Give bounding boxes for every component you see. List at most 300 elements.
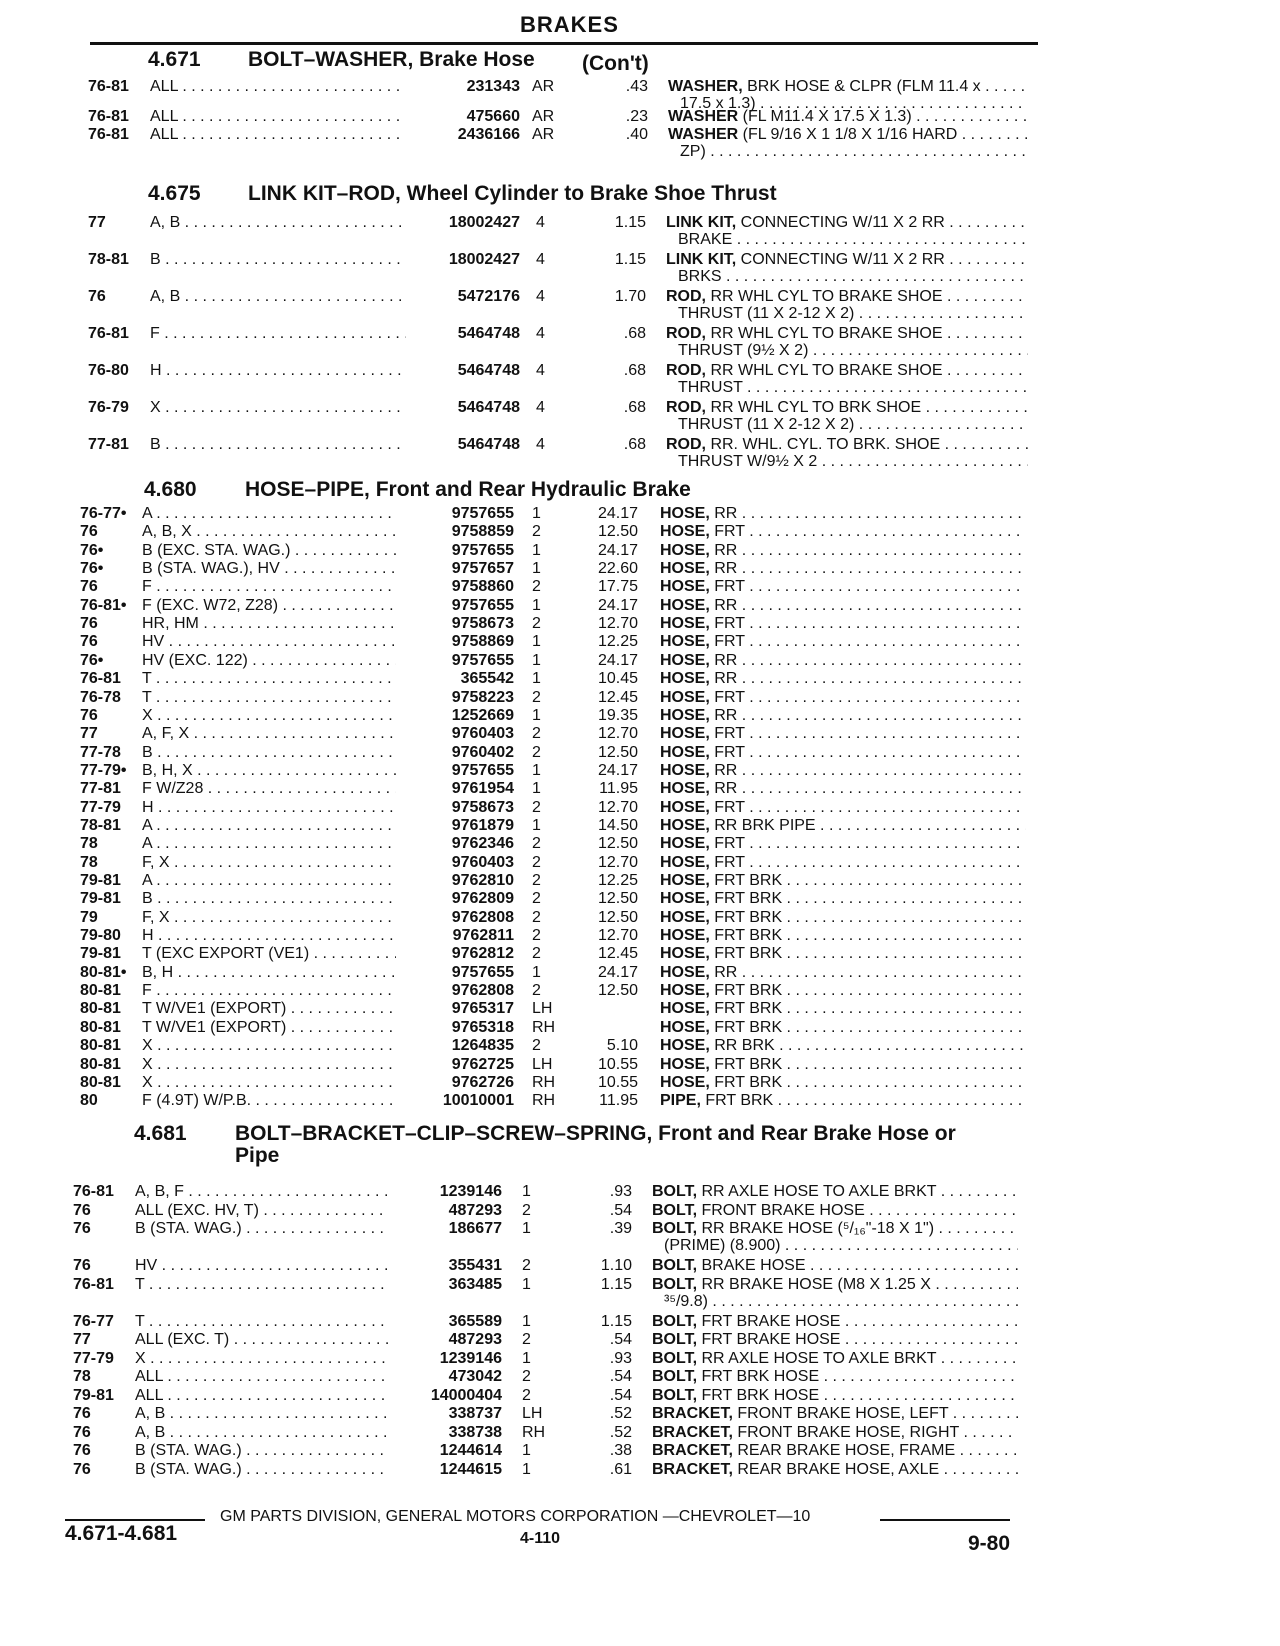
quantity: 2 <box>532 890 541 908</box>
description <box>652 1183 1018 1201</box>
price: 12.25 <box>597 633 638 651</box>
description-detail: RR BRK <box>709 1037 775 1055</box>
description-continued: THRUST (9½ X 2) . . . <box>678 342 1028 360</box>
description-detail: FRT BRAKE HOSE <box>697 1312 841 1330</box>
table-row <box>80 725 1030 745</box>
description-noun: HOSE, <box>660 816 710 834</box>
table-row <box>80 817 1030 837</box>
description <box>660 725 1026 743</box>
description-detail: FRT BRK <box>709 927 783 945</box>
quantity: 1 <box>532 780 541 798</box>
part-number: 9757655 <box>451 505 514 522</box>
model-years: 79-81 <box>73 1386 114 1404</box>
description-detail: RR <box>709 651 738 669</box>
model-years: 79-80 <box>80 927 121 945</box>
quantity: 1 <box>532 633 541 651</box>
description <box>660 964 1026 982</box>
table-row <box>80 578 1030 598</box>
description-noun: HOSE, <box>660 982 710 1000</box>
description-detail: RR <box>709 670 738 688</box>
application: B (STA. WAG.) . . . <box>135 1442 388 1460</box>
part-number: 9760402 <box>451 743 514 761</box>
description <box>660 505 1026 523</box>
model-years: 76 <box>73 1201 91 1219</box>
application: T . . . <box>142 689 396 707</box>
description-continued: ZP) . . . <box>680 143 1028 161</box>
description <box>652 1387 1018 1405</box>
description <box>660 523 1026 541</box>
description-detail: CONNECTING W/11 X 2 RR <box>736 251 945 268</box>
part-number: 338737 <box>448 1405 502 1422</box>
part-number: 9761954 <box>451 780 514 798</box>
table-row <box>73 1368 1030 1388</box>
table-row <box>73 1387 1030 1407</box>
description <box>660 927 1026 945</box>
quantity: 4 <box>536 436 545 453</box>
price: .61 <box>609 1460 632 1478</box>
part-number: 9757655 <box>451 761 514 779</box>
quantity: RH <box>532 1092 556 1110</box>
application: A, B . . . <box>135 1405 388 1423</box>
price: 24.17 <box>597 963 638 981</box>
application: F . . . <box>142 578 396 596</box>
application: HR, HM . . . <box>142 615 396 633</box>
table-row <box>80 670 1030 690</box>
description-noun: BOLT, <box>652 1201 698 1219</box>
model-years: 76• <box>80 560 104 578</box>
part-number: 9762812 <box>451 945 514 963</box>
page-title: BRAKES <box>520 12 619 37</box>
description-detail: FRONT BRAKE HOSE, RIGHT <box>732 1423 959 1441</box>
description <box>652 1313 1018 1331</box>
table-row <box>88 108 1030 128</box>
description <box>652 1368 1018 1386</box>
application: X . . . <box>150 399 406 417</box>
application: A, B . . . <box>135 1424 388 1442</box>
part-number: 9762808 <box>451 982 514 1000</box>
description-detail: RR AXLE HOSE TO AXLE BRKT <box>697 1349 937 1367</box>
price: 1.15 <box>614 251 646 268</box>
description-continued: BRAKE . . . <box>678 231 1028 249</box>
description <box>660 909 1026 927</box>
description <box>660 872 1026 890</box>
part-number: 5464748 <box>457 399 520 416</box>
quantity: 4 <box>536 399 545 416</box>
price: 1.15 <box>614 214 646 231</box>
description-detail: RR <box>709 505 738 522</box>
quantity: 2 <box>532 945 541 963</box>
description-noun: ROD, <box>666 325 706 342</box>
quantity: 2 <box>532 1037 541 1055</box>
price: 11.95 <box>599 1092 638 1110</box>
model-years: 80-81 <box>80 982 121 1000</box>
description-noun: BOLT, <box>652 1220 698 1237</box>
description-noun: HOSE, <box>660 670 710 688</box>
application: ALL (EXC. T) . . . <box>135 1331 388 1349</box>
price: .93 <box>609 1183 632 1200</box>
quantity: 2 <box>522 1331 531 1348</box>
table-row <box>73 1442 1030 1462</box>
price: 24.17 <box>597 541 638 559</box>
application: T W/VE1 (EXPORT) . . . <box>142 1019 396 1037</box>
description-noun: PIPE, <box>660 1092 701 1110</box>
price: 12.45 <box>597 688 638 706</box>
application: HV . . . <box>142 633 396 651</box>
description-continued: BRKS . . . <box>678 268 1028 286</box>
part-number: 5464748 <box>457 362 520 379</box>
application: X . . . <box>142 1056 396 1074</box>
description <box>660 780 1026 798</box>
description-noun: HOSE, <box>660 596 710 614</box>
table-row <box>80 707 1030 727</box>
model-years: 80-81 <box>80 1037 121 1055</box>
quantity: 2 <box>532 982 541 1000</box>
model-years: 76 <box>80 615 98 633</box>
description-noun: BOLT, <box>652 1257 698 1274</box>
description <box>652 1405 1018 1423</box>
model-years: 76 <box>80 523 98 541</box>
part-number: 475660 <box>466 108 520 125</box>
description-detail: FRT <box>709 835 745 853</box>
model-years: 76 <box>73 1257 91 1274</box>
quantity: AR <box>532 78 555 95</box>
description-detail: FRT BRK <box>709 1000 783 1018</box>
part-number: 9757657 <box>451 560 514 578</box>
application: ALL (EXC. HV, T) . . . <box>135 1202 388 1220</box>
description <box>666 325 1028 343</box>
description-noun: HOSE, <box>660 688 710 706</box>
model-years: 76-81 <box>73 1183 114 1200</box>
description-detail: FRT BRK <box>709 890 783 908</box>
application: B . . . <box>150 251 406 269</box>
model-years: 76• <box>80 651 104 669</box>
application: B, H . . . <box>142 964 396 982</box>
price: .68 <box>623 436 646 453</box>
price: .23 <box>625 108 648 125</box>
description-noun: BOLT, <box>652 1368 698 1385</box>
quantity: 2 <box>532 798 541 816</box>
model-years: 80-81 <box>80 1018 121 1036</box>
header-rule <box>90 42 1038 45</box>
footer-publisher: GM PARTS DIVISION, GENERAL MOTORS CORPORATION —CHEVROLET—10 <box>220 1508 811 1525</box>
table-row <box>80 835 1030 855</box>
table-row <box>80 909 1030 929</box>
description-noun: BOLT, <box>652 1386 698 1404</box>
description-detail: RR AXLE HOSE TO AXLE BRKT <box>697 1183 937 1200</box>
description-noun: HOSE, <box>660 651 710 669</box>
price: .39 <box>609 1220 632 1237</box>
application: F (4.9T) W/P.B. . . . <box>142 1092 396 1110</box>
model-years: 79 <box>80 908 98 926</box>
model-years: 78 <box>80 835 98 853</box>
description <box>668 108 1028 126</box>
description-detail: REAR BRAKE HOSE, FRAME <box>732 1442 956 1459</box>
part-number: 1252669 <box>451 706 514 724</box>
part-number: 9761879 <box>451 816 514 834</box>
description-continued: THRUST W/9½ X 2 . . . <box>678 453 1028 471</box>
part-number: 365589 <box>448 1312 502 1330</box>
table-row <box>80 890 1030 910</box>
quantity: 2 <box>522 1201 531 1219</box>
description-noun: BOLT, <box>652 1331 698 1348</box>
description-detail: FRT BRK <box>700 1092 774 1110</box>
table-row <box>88 78 1030 112</box>
table-row <box>88 288 1030 322</box>
footer-rule-right <box>880 1519 1010 1521</box>
description-noun: HOSE, <box>660 798 710 816</box>
description-detail: FRT BRK <box>709 1073 783 1091</box>
description-continued: ³⁵/9.8) . . . <box>664 1293 1018 1311</box>
description-detail: FRT <box>709 688 745 706</box>
table-row <box>73 1424 1030 1444</box>
part-number: 1244615 <box>439 1460 502 1478</box>
section-title: HOSE–PIPE, Front and Rear Hydraulic Brake <box>245 478 691 501</box>
description <box>666 436 1028 454</box>
part-number: 9762811 <box>452 927 514 945</box>
part-number: 473042 <box>448 1368 502 1385</box>
description <box>660 707 1026 725</box>
model-years: 80-81• <box>80 963 127 981</box>
description <box>652 1276 1018 1294</box>
section-title-line2: Pipe <box>235 1144 280 1167</box>
price: 17.75 <box>597 578 638 596</box>
description-detail: RR <box>709 963 738 981</box>
quantity: 1 <box>522 1442 531 1459</box>
quantity: 1 <box>522 1220 531 1237</box>
application: F W/Z28 . . . <box>142 780 396 798</box>
application: T W/VE1 (EXPORT) . . . <box>142 1000 396 1018</box>
description-detail: RR <box>709 541 738 559</box>
table-row <box>73 1202 1030 1222</box>
description <box>652 1350 1018 1368</box>
description-noun: BOLT, <box>652 1183 698 1200</box>
table-row <box>73 1275 1030 1310</box>
description <box>660 1019 1026 1037</box>
part-number: 9762346 <box>451 835 514 853</box>
section-title: BOLT–BRACKET–CLIP–SCREW–SPRING, Front and Rear Brake Hose or <box>235 1122 956 1145</box>
application: A, B . . . <box>150 288 406 306</box>
section-title: BOLT–WASHER, Brake Hose <box>248 48 535 71</box>
description-detail: RR <box>709 780 738 798</box>
description-detail: FRT BRK <box>709 908 783 926</box>
part-number: 487293 <box>448 1201 502 1219</box>
description-noun: ROD, <box>666 436 706 453</box>
description-detail: FRT BRK <box>709 872 783 889</box>
description-noun: BRACKET, <box>652 1423 733 1441</box>
footer-date: 9-80 <box>968 1532 1011 1555</box>
application: ALL . . . <box>150 78 406 96</box>
description <box>652 1461 1018 1479</box>
description <box>666 288 1028 306</box>
description <box>660 689 1026 707</box>
part-number: 338738 <box>448 1423 502 1441</box>
table-row <box>80 762 1030 782</box>
quantity: 1 <box>532 651 541 669</box>
application: ALL . . . <box>135 1387 388 1405</box>
description <box>660 1092 1026 1110</box>
model-years: 77-79 <box>80 798 121 816</box>
description <box>660 1037 1026 1055</box>
part-number: 5472176 <box>457 288 520 305</box>
quantity: LH <box>532 1055 553 1073</box>
part-number: 9762725 <box>451 1055 514 1073</box>
description <box>660 982 1026 1000</box>
description-noun: HOSE, <box>660 578 710 596</box>
description <box>660 799 1026 817</box>
quantity: 2 <box>532 615 541 633</box>
price: 14.50 <box>597 816 638 834</box>
description-noun: HOSE, <box>660 872 710 889</box>
description-detail: FRT BRK <box>709 945 783 963</box>
quantity: 2 <box>532 688 541 706</box>
application: B . . . <box>150 436 406 454</box>
quantity: 1 <box>532 596 541 614</box>
application: HV (EXC. 122) . . . <box>142 652 396 670</box>
description-detail: BRAKE HOSE <box>697 1257 806 1274</box>
quantity: 2 <box>522 1257 531 1274</box>
price: .54 <box>609 1386 632 1404</box>
description-detail: (FL 9/16 X 1 1/8 X 1/16 HARD <box>738 126 958 143</box>
price: 12.70 <box>597 725 638 743</box>
application: B (STA. WAG.) . . . <box>135 1461 388 1479</box>
description <box>660 835 1026 853</box>
table-row <box>80 652 1030 672</box>
application: B . . . <box>142 890 396 908</box>
description-noun: HOSE, <box>660 963 710 981</box>
quantity: LH <box>532 1000 553 1018</box>
table-row <box>88 251 1030 285</box>
description-noun: BOLT, <box>652 1349 698 1367</box>
description-detail: FRT <box>709 633 745 651</box>
application: X . . . <box>135 1350 388 1368</box>
table-row <box>73 1350 1030 1370</box>
description <box>668 78 1028 96</box>
description-noun: WASHER <box>668 108 739 125</box>
description-noun: ROD, <box>666 399 706 416</box>
part-number: 1264835 <box>451 1037 514 1055</box>
model-years: 79-81 <box>80 945 121 963</box>
description-detail: RR <box>709 596 738 614</box>
description <box>666 214 1028 232</box>
description-detail: RR <box>709 761 738 779</box>
table-row <box>80 689 1030 709</box>
price: 12.70 <box>597 615 638 633</box>
quantity: 1 <box>532 670 541 688</box>
quantity: AR <box>532 126 555 143</box>
price: 1.15 <box>600 1312 632 1330</box>
price: 12.50 <box>597 835 638 853</box>
description-noun: ROD, <box>666 362 706 379</box>
table-row <box>73 1313 1030 1333</box>
application: X . . . <box>142 1037 396 1055</box>
price: 12.25 <box>597 872 638 889</box>
model-years: 76-81 <box>88 126 129 143</box>
part-number: 5464748 <box>457 325 520 342</box>
application: F, X . . . <box>142 854 396 872</box>
description-noun: HOSE, <box>660 541 710 559</box>
price: 12.70 <box>597 853 638 871</box>
price: .52 <box>609 1405 632 1422</box>
model-years: 80-81 <box>80 1055 121 1073</box>
table-row <box>88 214 1030 248</box>
description-noun: HOSE, <box>660 725 710 743</box>
quantity: RH <box>532 1073 556 1091</box>
description-detail: RR WHL CYL TO BRAKE SHOE <box>706 288 943 305</box>
quantity: 2 <box>532 725 541 743</box>
description-noun: HOSE, <box>660 505 710 522</box>
footer-page-number: 4-110 <box>520 1530 561 1547</box>
description-noun: HOSE, <box>660 1055 710 1073</box>
quantity: 1 <box>522 1312 531 1330</box>
description-detail: FRT BRK HOSE <box>697 1386 820 1404</box>
application: H . . . <box>142 799 396 817</box>
section-number: 4.675 <box>148 182 201 205</box>
description-noun: HOSE, <box>660 927 710 945</box>
description-noun: ROD, <box>666 288 706 305</box>
application: A, B, X . . . <box>142 523 396 541</box>
table-row <box>73 1257 1030 1277</box>
table-row <box>80 505 1030 525</box>
description-detail: FRT <box>709 853 745 871</box>
footer-rule-left <box>65 1519 205 1521</box>
application: B (STA. WAG.) . . . <box>135 1220 388 1238</box>
application: X . . . <box>142 707 396 725</box>
model-years: 76-81 <box>88 108 129 125</box>
price: .93 <box>609 1349 632 1367</box>
model-years: 78-81 <box>88 251 129 268</box>
description-detail: RR WHL CYL TO BRAKE SHOE <box>706 362 943 379</box>
model-years: 80 <box>80 1092 98 1110</box>
description-continued: (PRIME) (8.900) . . . <box>664 1237 1018 1255</box>
model-years: 76 <box>73 1220 91 1237</box>
description <box>660 597 1026 615</box>
description-continued: THRUST (11 X 2-12 X 2) . . . <box>678 305 1028 323</box>
price: 12.50 <box>597 743 638 761</box>
application: B . . . <box>142 744 396 762</box>
quantity: 2 <box>532 523 541 541</box>
table-row <box>80 523 1030 543</box>
section-number: 4.680 <box>144 478 197 501</box>
description-noun: HOSE, <box>660 523 710 541</box>
model-years: 76-77• <box>80 505 127 522</box>
quantity: 1 <box>532 816 541 834</box>
table-row <box>73 1331 1030 1351</box>
quantity: 2 <box>532 927 541 945</box>
description <box>660 652 1026 670</box>
price: .43 <box>625 78 648 95</box>
section-number: 4.681 <box>134 1122 187 1145</box>
application: F . . . <box>142 982 396 1000</box>
description-detail: FRONT BRAKE HOSE, LEFT <box>732 1405 949 1422</box>
description-detail: FRT <box>709 798 745 816</box>
part-number: 9757655 <box>451 651 514 669</box>
model-years: 76-80 <box>88 362 129 379</box>
part-number: 9762809 <box>451 890 514 908</box>
description-noun: HOSE, <box>660 890 710 908</box>
price: 24.17 <box>597 505 638 522</box>
table-row <box>80 964 1030 984</box>
price: 10.45 <box>597 670 638 688</box>
part-number: 2436166 <box>457 126 520 143</box>
description-noun: HOSE, <box>660 780 710 798</box>
quantity: 1 <box>522 1183 531 1200</box>
price: 24.17 <box>597 651 638 669</box>
description <box>652 1331 1018 1349</box>
application: T . . . <box>142 670 396 688</box>
table-row <box>80 1019 1030 1039</box>
model-years: 80-81 <box>80 1073 121 1091</box>
description-noun: HOSE, <box>660 1037 710 1055</box>
